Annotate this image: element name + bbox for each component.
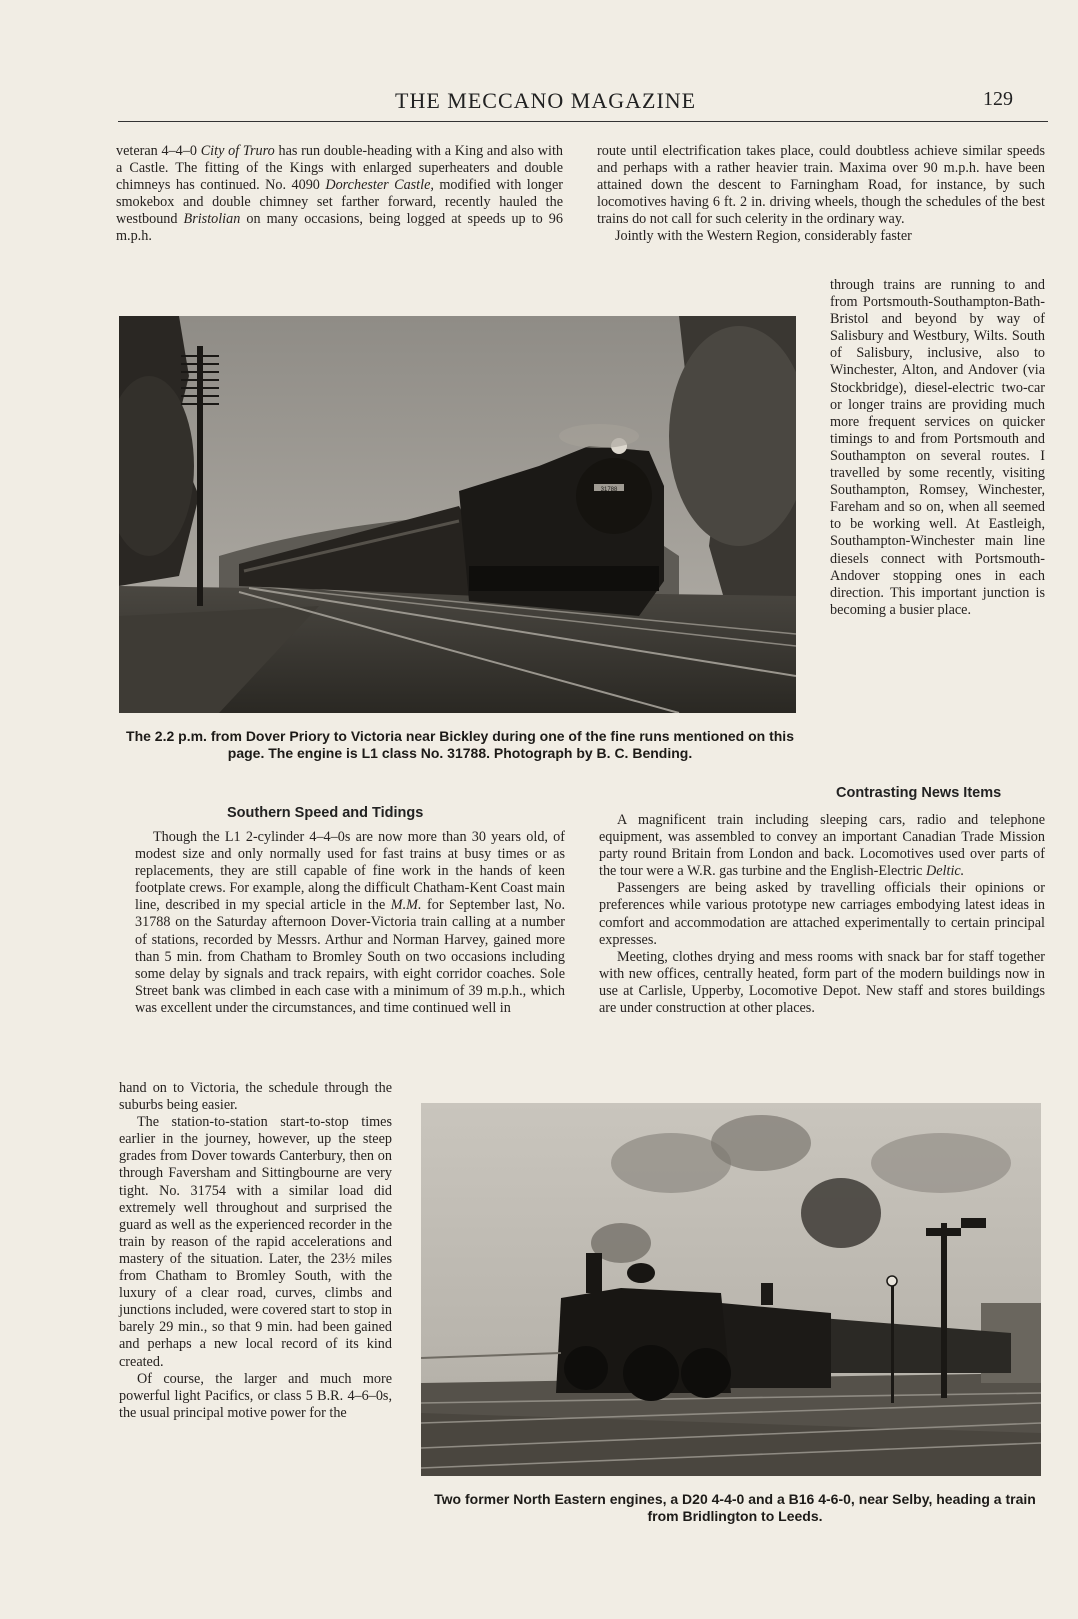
italic-run: Deltic. bbox=[926, 863, 965, 880]
section2-paragraph-3: Meeting, clothes drying and mess rooms with snack bar for staff together with new offices, centrally heated, form part of the modern buildings now in use at Carlisle, Upperby, Locomotive Depot. New staff and stores buildings are under construction at other places. bbox=[599, 948, 1045, 1017]
magazine-title: THE MECCANO MAGAZINE bbox=[395, 88, 697, 113]
section1-paragraph-3: Of course, the larger and much more powerful light Pacifics, or class 5 B.R. 4–6–0s, the usual principal motive power for the bbox=[119, 1370, 392, 1421]
photo-bickley-train bbox=[119, 316, 796, 713]
engine-number: 31788 bbox=[600, 487, 618, 493]
header-rule bbox=[118, 121, 1048, 122]
section-heading-southern-speed: Southern Speed and Tidings bbox=[227, 805, 424, 821]
section2-column bbox=[599, 812, 1045, 1017]
photo-selby-caption: Two former North Eastern engines, a D20 4-4-0 and a B16 4-6-0, near Selby, heading a train from Bridlington to Leeds. bbox=[434, 1491, 1036, 1524]
section1-paragraph-2: The station-to-station start-to-stop times earlier in the journey, however, up the steep grades from Dover towards Canterbury, then on through Faversham and Sittingbourne are very tight. No. 31754 with a similar load did extremely well throughout and surprised the guard as well as the experienced recorder in the train by reason of the rapid accelerations and mastery of the situation. Later, the 23½ miles from Chatham to Bromley South, with the luxury of a clear road, curves, climbs and junctions included, were covered start to stop in barely 29 min., so that 9 min. had been gained and perhaps a new local record of its kind created. bbox=[119, 1114, 392, 1370]
right-top-paragraph-1: route until electrification takes place, could doubtless achieve similar speeds and perhaps with a rather heavier train. Maxima over 90 m.p.h. have been attained down the descent to Farningham Road, for instance, by such locomotives having 6 ft. 2 in. driving wheels, though the schedules of the best trains do not call for such celerity in the ordinary way. bbox=[597, 143, 1045, 228]
text-run: for September last, No. 31788 on the Saturday afternoon Dover-Victoria train calling at a number of stations, recorded by Messrs. Arthur and Norman Harvey, gained more than 5 min. from Chatham to Bromley South on two occasions including some delay by signals and track repairs, with eight corridor coaches. Sole Street bank was climbed in each case with a minimum of 39 m.p.h., which was excellent under the circumstances, and time continued well in bbox=[135, 897, 565, 1016]
right-top-paragraph-2-lead: Jointly with the Western Region, considerably faster bbox=[615, 228, 912, 245]
section1-column bbox=[135, 829, 565, 1017]
italic-run: City of Truro bbox=[200, 143, 275, 159]
right-narrow-column bbox=[830, 277, 1045, 619]
section1-narrow-column bbox=[119, 1080, 392, 1422]
section1-paragraph-1 bbox=[135, 829, 565, 1017]
italic-run: M.M. bbox=[390, 897, 422, 914]
section2-paragraph-1 bbox=[599, 812, 1045, 880]
text-run: has run double-heading with a King and also with a Castle. The fitting of the Kings with enlarged superheaters and double chimneys has continued. No. 4090 bbox=[116, 143, 563, 194]
italic-run: Bristolian bbox=[183, 211, 241, 228]
italic-run: Dorchester Castle, bbox=[325, 177, 434, 194]
photo-bickley-caption: The 2.2 p.m. from Dover Priory to Victoria near Bickley during one of the fine runs mentioned on this page. The engine is L1 class No. 31788. Photograph by B. C. Bending. bbox=[126, 728, 794, 761]
text-run: on many occasions, being logged at speeds up to 96 m.p.h. bbox=[116, 211, 563, 245]
photo-selby-train bbox=[421, 1103, 1041, 1476]
right-narrow-paragraph: through trains are running to and from Portsmouth-Southampton-Bath-Bristol and beyond by way of Salisbury and Westbury, Wilts. South of Salisbury, inclusive, also to Winchester, Alton, and Andover (via Stockbridge), diesel-electric two-car or longer trains are providing much more frequent services on quicker timings to and from Portsmouth and Southampton on several routes. I travelled by some recently, visiting Southampton, Romsey, Winchester, Fareham and so on, when all seemed to be working well. At Eastleigh, Southampton-Winchester main line diesels connect with Portsmouth-Andover stopping ones in each direction. This important junction is becoming a busier place. bbox=[830, 277, 1045, 618]
section2-paragraph-2: Passengers are being asked by travelling officials their opinions or preferences while various prototype new carriages embodying latest ideas in comfort and accommodation are attached experimentally to certain principal expresses. bbox=[599, 880, 1045, 948]
text-run: Though the L1 2-cylinder 4–4–0s are now more than 30 years old, of modest size and only normally used for fast trains at busy times or as replacements, they are still capable of fine work in the hands of keen footplate crews. For example, along the difficult Chatham-Kent Coast main line, described in my special article in the bbox=[135, 829, 565, 914]
text-run: modified with longer smokebox and double chimney set farther forward, recently hauled the westbound bbox=[116, 177, 563, 228]
right-top-column bbox=[597, 143, 1045, 246]
text-run: veteran 4–4–0 bbox=[116, 143, 201, 159]
section1-paragraph-1-end: hand on to Victoria, the schedule through the suburbs being easier. bbox=[119, 1080, 392, 1114]
left-top-paragraph bbox=[116, 143, 563, 246]
text-run: A magnificent train including sleeping cars, radio and telephone equipment, was assembled to convey an important Canadian Trade Mission party round Britain from London and back. Locomotives used over parts of the tour were a W.R. gas turbine and the English-Electric bbox=[599, 812, 1045, 880]
section-heading-contrasting-news: Contrasting News Items bbox=[836, 785, 1002, 801]
left-top-column bbox=[116, 143, 563, 246]
page-number: 129 bbox=[983, 88, 1013, 110]
